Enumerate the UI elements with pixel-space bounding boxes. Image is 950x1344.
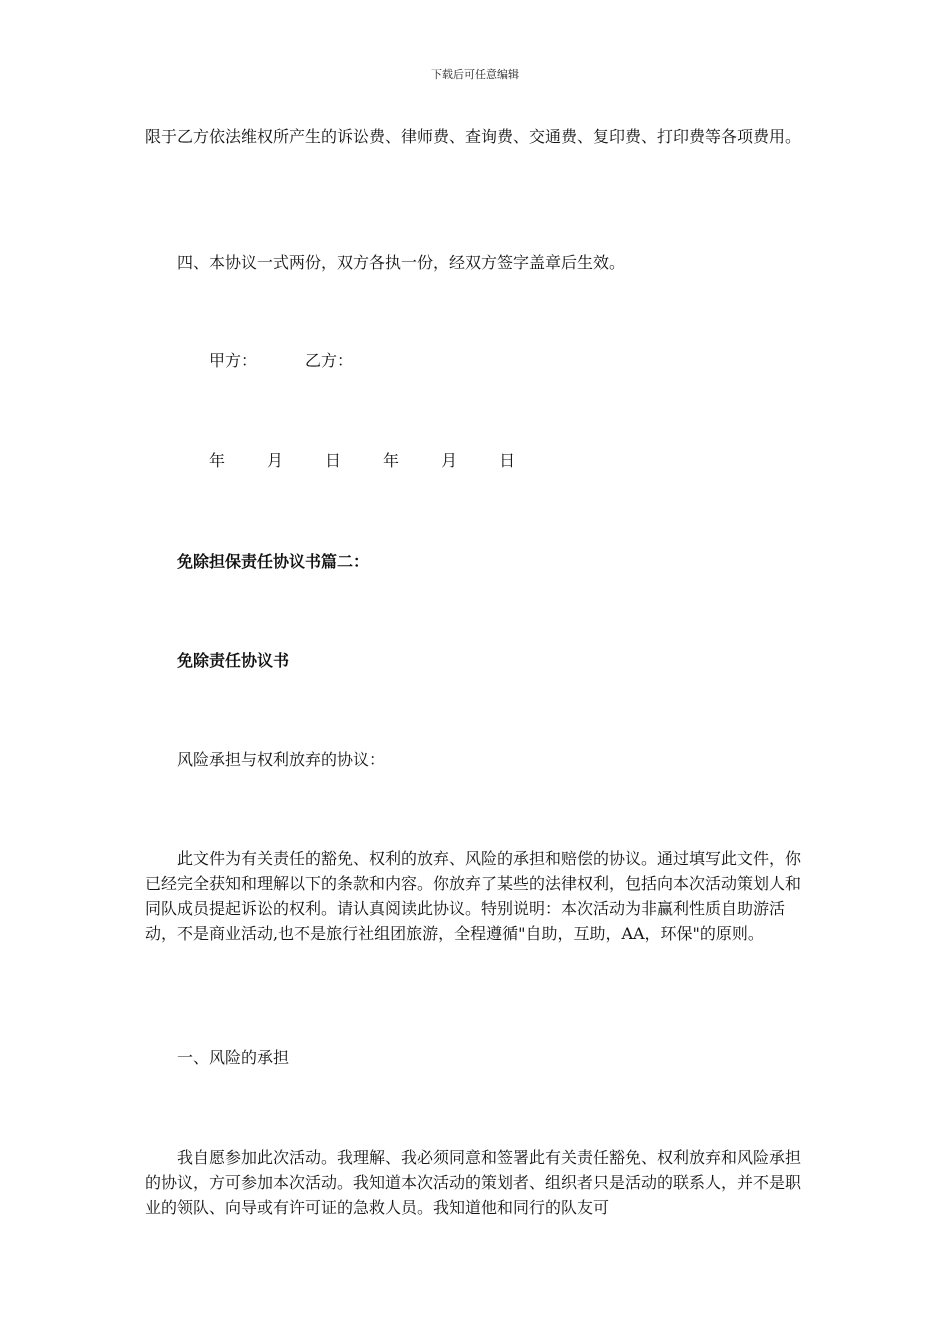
date-day-a: 日 bbox=[325, 451, 342, 470]
paragraph-continuation: 限于乙方依法维权所产生的诉讼费、律师费、查询费、交通费、复印费、打印费等各项费用。 bbox=[145, 127, 802, 146]
date-year-b: 年 bbox=[383, 451, 400, 470]
signature-line bbox=[145, 348, 805, 373]
document-title: 免除责任协议书 bbox=[177, 651, 290, 670]
date-year-a: 年 bbox=[209, 451, 226, 470]
page-header-note: 下载后可任意编辑 bbox=[431, 68, 519, 81]
party-a-label: 甲方： bbox=[209, 351, 258, 370]
subtitle: 风险承担与权利放弃的协议： bbox=[177, 750, 386, 769]
intro-paragraph: 此文件为有关责任的豁免、权利的放弃、风险的承担和赔偿的协议。通过填写此文件，你已经完全获知和理解以下的条款和内容。你放弃了某些的法律权利，包括向本次活动策划人和同队成员提起诉讼的权利。请认真阅读此协议。特别说明：本次活动为非赢利性质自助游活动，不是商业活动,也不是旅行社组团旅游，全程遵循"自助，互助，AA，环保"的原则。 bbox=[145, 849, 802, 943]
date-day-b: 日 bbox=[499, 451, 516, 470]
clause-one-text: 我自愿参加此次活动。我理解、我必须同意和签署此有关责任豁免、权利放弃和风险承担的协议，方可参加本次活动。我知道本次活动的策划者、组织者只是活动的联系人，并不是职业的领队、向导或有许可证的急救人员。我知道他和同行的队友可 bbox=[145, 1148, 802, 1217]
party-b-label: 乙方： bbox=[305, 351, 354, 370]
section-heading: 免除担保责任协议书篇二： bbox=[177, 552, 370, 571]
clause-one-heading: 一、风险的承担 bbox=[177, 1048, 290, 1067]
date-line bbox=[145, 448, 805, 473]
date-month-b: 月 bbox=[441, 451, 458, 470]
date-month-a: 月 bbox=[267, 451, 284, 470]
paragraph-clause-four: 四、本协议一式两份，双方各执一份，经双方签字盖章后生效。 bbox=[177, 253, 626, 272]
